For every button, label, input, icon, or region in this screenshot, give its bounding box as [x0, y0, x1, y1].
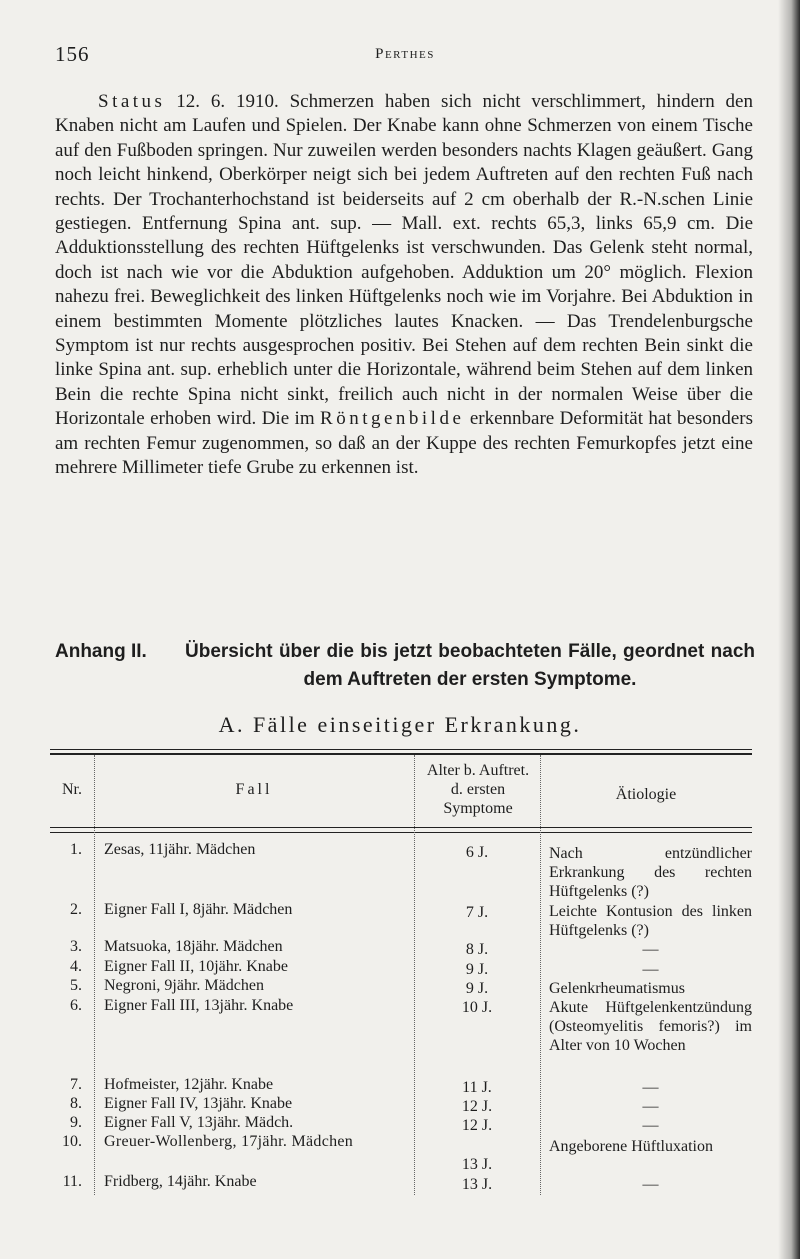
etiology: —	[642, 941, 659, 958]
status-paragraph	[55, 90, 753, 481]
case-name: Eigner Fall V, 13jähr. Mädch.	[104, 1114, 294, 1131]
onset-age: 12 J.	[461, 1098, 493, 1115]
case-name: Eigner Fall III, 13jähr. Knabe	[104, 997, 294, 1014]
status-text: 12. 6. 1910. Schmerzen haben sich nicht verschlimmert, hindern den Knaben nicht am Laufen und Spielen. Der Knabe kann ohne Schmerzen von einem Tische auf den Fußboden springen. Nur zuweilen werden besonders nachts Klagen geäußert. Gang noch leicht hinkend, Oberkörper neigt sich bei jedem Auftreten auf den rechten Fuß nach rechts. Der Trochanterhochstand ist beiderseits auf 2 cm oberhalb der R.-N.schen Linie gestiegen. Entfernung Spina ant. sup. — Mall. ext. rechts 65,3, links 65,9 cm. Die Adduktionsstellung des rechten Hüftgelenks ist verschwunden. Das Gelenk steht normal, doch ist nach wie vor die Abduktion aufgehoben. Adduktion um 20° möglich. Flexion nahezu frei. Beweglichkeit des linken Hüftgelenks noch wie im Vorjahre. Bei Abduktion in einem bestimmten Momente plötzliches lautes Knacken. — Das Trendelenburgsche Symptom ist nur rechts ausgesprochen positiv. Bei Stehen auf dem rechten Bein sinkt die linke Spina ant. sup. erheblich unter die Horizontale, während beim Stehen auf dem linken Bein die rechte Spina nicht sinkt, freilich auch nicht in der normalen Weise über die Horizontale erhoben wird. Die im	[55, 91, 753, 430]
running-head	[55, 42, 755, 72]
etiology: Nach entzündlicher Erkrankung des rechten Hüftgelenks (?)	[549, 845, 752, 900]
header-fall: Fall	[235, 781, 273, 798]
case-name: Fridberg, 14jähr. Knabe	[104, 1173, 257, 1190]
table-top-rule	[50, 749, 752, 750]
etiology: Angeborene Hüftluxation	[549, 1138, 713, 1155]
etiology: Akute Hüftgelenkentzündung (Osteomyelitis femoris?) im Alter von 10 Wochen	[549, 999, 752, 1054]
etiology: —	[642, 1098, 659, 1115]
onset-age: 11 J.	[462, 1079, 492, 1096]
case-name: Zesas, 11jähr. Mädchen	[104, 841, 256, 858]
onset-age: 8 J.	[465, 941, 489, 958]
onset-age: 12 J.	[461, 1117, 493, 1134]
etiology: —	[642, 1079, 659, 1096]
onset-age: 9 J.	[465, 980, 489, 997]
onset-age: 13 J.	[461, 1156, 493, 1173]
onset-age: 10 J.	[461, 999, 493, 1016]
row-number: 10.	[62, 1133, 82, 1150]
column-divider	[540, 755, 541, 1195]
row-number: 7.	[70, 1076, 82, 1093]
case-name: Matsuoka, 18jähr. Mädchen	[104, 938, 283, 955]
case-name: Eigner Fall I, 8jähr. Mädchen	[104, 901, 293, 918]
page-edge-shadow	[778, 0, 800, 1259]
onset-age: 7 J.	[465, 904, 489, 921]
running-title: Perthes	[375, 46, 435, 62]
etiology: —	[642, 1117, 659, 1134]
header-nr: Nr.	[62, 781, 82, 798]
appendix-heading	[55, 638, 755, 694]
case-name: Greuer-Wollenberg, 17jähr. Mädchen	[104, 1133, 354, 1150]
column-divider	[414, 755, 415, 1195]
row-number: 4.	[70, 958, 82, 975]
header-bottom-rule-double	[50, 832, 752, 833]
row-number: 6.	[70, 997, 82, 1014]
table-top-rule-double	[50, 753, 752, 755]
case-name: Hofmeister, 12jähr. Knabe	[104, 1076, 274, 1093]
status-paragraph-block	[55, 90, 753, 481]
onset-age: 6 J.	[465, 844, 489, 861]
appendix-title: Übersicht über die bis jetzt beobachteten Fälle, geordnet nach dem Auftreten der ersten Symptome.	[185, 641, 755, 690]
header-alter: Alter b. Auftret. d. ersten Symptome	[426, 762, 530, 817]
row-number: 11.	[62, 1173, 82, 1190]
row-number: 8.	[70, 1095, 82, 1112]
row-number: 5.	[70, 977, 82, 994]
row-number: 1.	[70, 841, 82, 858]
row-number: 2.	[70, 901, 82, 918]
row-number: 9.	[70, 1114, 82, 1131]
case-name: Eigner Fall IV, 13jähr. Knabe	[104, 1095, 293, 1112]
section-heading: A. Fälle einseitiger Erkrankung.	[218, 712, 582, 737]
header-aetiologie: Ätiologie	[615, 786, 677, 803]
onset-age: 9 J.	[465, 961, 489, 978]
spaced-word-roentgenbilde: Röntgenbilde	[320, 408, 465, 430]
page-number: 156	[55, 42, 90, 66]
row-number: 3.	[70, 938, 82, 955]
etiology: Leichte Kontusion des linken Hüftgelenks (?)	[549, 903, 752, 939]
onset-age: 13 J.	[461, 1176, 493, 1193]
case-name: Eigner Fall II, 10jähr. Knabe	[104, 958, 288, 975]
status-text-tail: erkennbare Deformität hat besonders am rechten Femur zugenommen, so daß an der Kuppe des rechten Femurkopfes jetzt eine mehrere Millimeter tiefe Grube zu erkennen ist.	[55, 408, 753, 479]
column-divider	[94, 755, 95, 1195]
etiology: —	[642, 961, 659, 978]
status-lead-word: Status	[98, 91, 166, 112]
etiology: Gelenkrheumatismus	[549, 980, 685, 997]
case-name: Negroni, 9jähr. Mädchen	[104, 977, 264, 994]
header-bottom-rule	[50, 827, 752, 828]
appendix-label: Anhang II.	[55, 641, 147, 662]
etiology: —	[642, 1176, 659, 1193]
